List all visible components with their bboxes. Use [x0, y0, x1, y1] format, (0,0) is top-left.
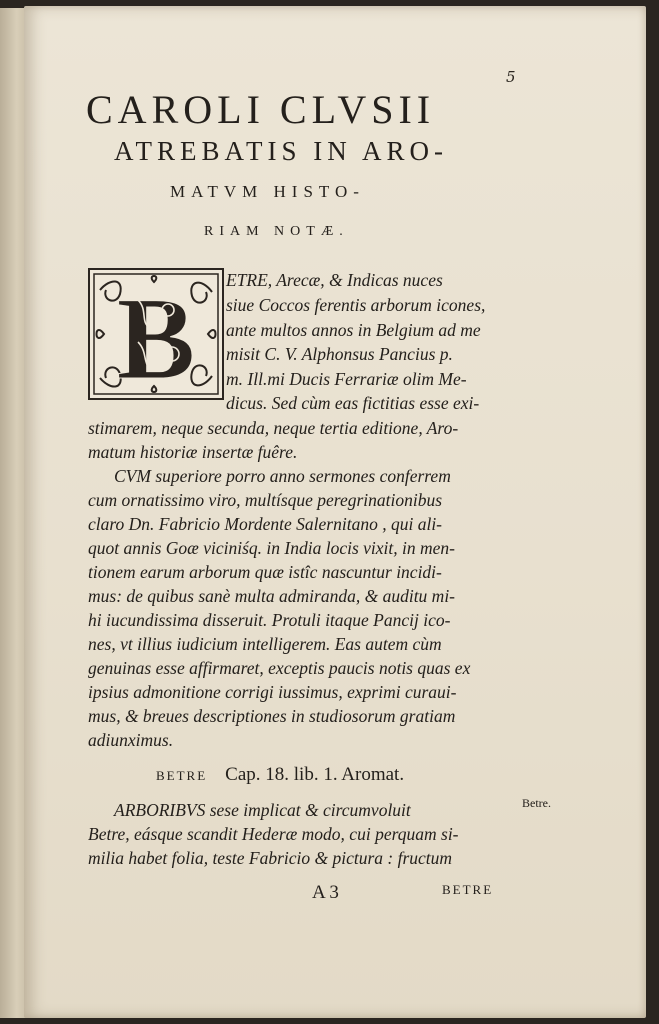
- title-line-3: MATVM HISTO-: [170, 182, 365, 201]
- text-line: ante multos annos in Belgium ad me: [226, 320, 481, 340]
- page-number: 5: [506, 68, 516, 86]
- text-line: ETRE, Arecæ, & Indicas nuces: [226, 270, 443, 290]
- decorated-initial: [88, 268, 224, 400]
- text-line: tionem earum arborum quæ istîc nascuntur incidi-: [88, 562, 442, 582]
- text-line: cum ornatissimo viro, multísque peregrinationibus: [88, 490, 443, 510]
- text-line: m. Ill.mi Ducis Ferrariæ olim Me-: [226, 369, 467, 389]
- caption-text: Cap. 18. lib. 1. Aromat.: [225, 764, 405, 785]
- svg-text:B: B: [116, 273, 196, 398]
- chapter-reference: [156, 764, 404, 786]
- catchword: BETRE: [442, 882, 494, 897]
- text-line: dicus. Sed cùm eas fictitias esse exi-: [226, 393, 480, 413]
- marginal-note: Betre.: [522, 796, 551, 810]
- text-line: misit C. V. Alphonsus Pancius p.: [226, 344, 453, 364]
- text-line: adiunximus.: [88, 730, 174, 750]
- text-line: quot annis Goæ viciniśq. in India locis vixit, in men-: [88, 538, 455, 558]
- text-line: claro Dn. Fabricio Mordente Salernitano , qui ali-: [88, 514, 443, 534]
- title-line-2: ATREBATIS IN ARO-: [114, 136, 449, 166]
- text-line: mus, & breues descriptiones in studiosorum gratiam: [88, 706, 456, 726]
- paragraph-start-line: CVM superiore porro anno sermones conferrem: [114, 466, 451, 486]
- text-line: matum historiæ insertæ fuêre.: [88, 442, 298, 462]
- text-line: nes, vt illius iudicium intelligerem. Eas autem cùm: [88, 634, 442, 654]
- text-line: hi iucundissima disseruit. Protuli itaque Pancij ico-: [88, 610, 451, 630]
- caption-head: BETRE: [156, 768, 208, 783]
- floral-ornament-icon: [90, 270, 222, 398]
- text-line: ipsius admonitione corrigi iussimus, exprimi curaui-: [88, 682, 457, 702]
- title-line-4: RIAM NOTÆ.: [204, 224, 349, 239]
- text-line: siue Coccos ferentis arborum icones,: [226, 295, 486, 315]
- title-line-1: CAROLI CLVSII: [86, 87, 436, 132]
- text-line: mus: de quibus sanè multa admiranda, & auditu mi-: [88, 586, 456, 606]
- text-line: milia habet folia, teste Fabricio & pictura : fructum: [88, 848, 453, 868]
- text-line: genuinas esse affirmaret, exceptis paucis notis quas ex: [88, 658, 471, 678]
- paragraph-start-line: ARBORIBVS sese implicat & circumvoluit: [114, 800, 411, 820]
- text-line: Betre, eásque scandit Hederæ modo, cui perquam si-: [88, 824, 459, 844]
- text-line: stimarem, neque secunda, neque tertia editione, Aro-: [88, 418, 459, 438]
- signature-mark: A 3: [312, 882, 339, 903]
